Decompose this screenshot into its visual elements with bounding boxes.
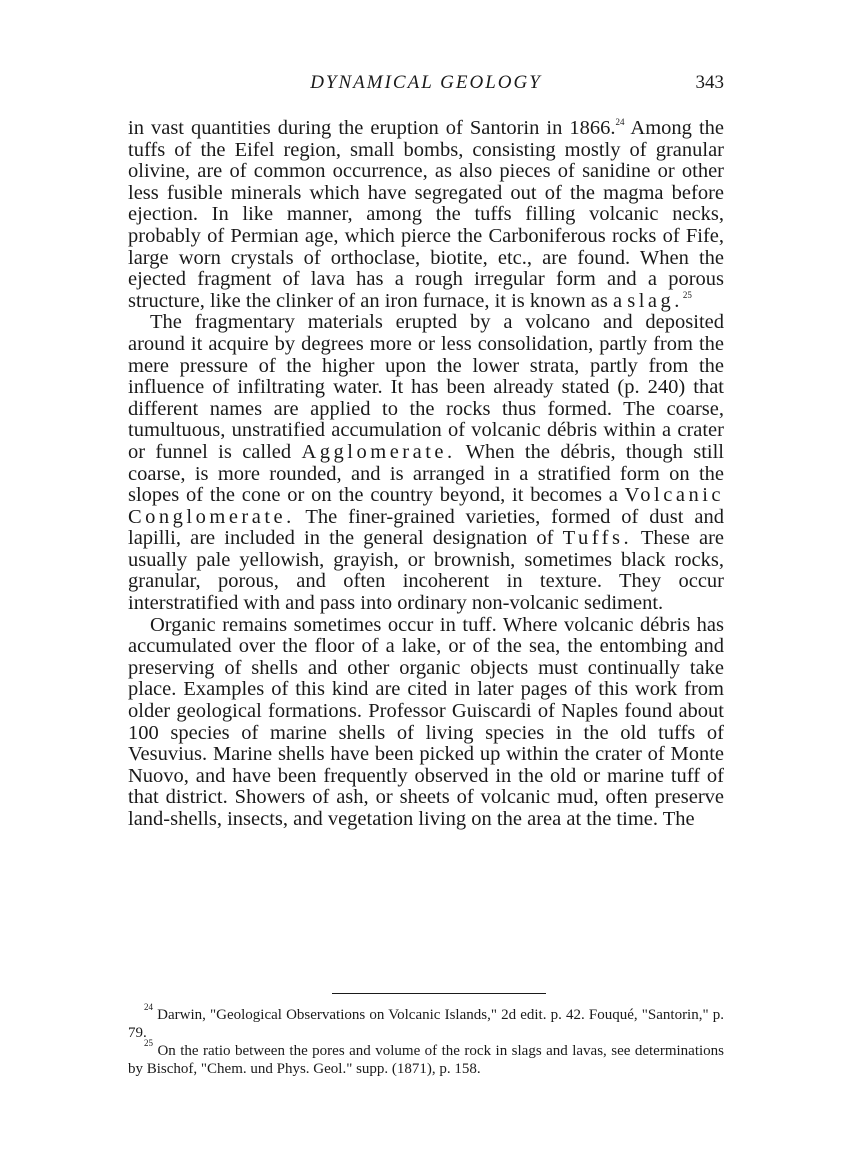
footnote-marker-25: 25: [144, 1038, 153, 1048]
term-volcanic-conglomerate: Volcanic Conglomerate.: [128, 484, 724, 528]
paragraph-1: [128, 118, 724, 312]
footnotes: [128, 1002, 724, 1078]
page-number: 343: [695, 72, 724, 93]
paragraph-2-text-c: The finer-grained varieties, formed of dust and lapilli, are included in the general designation of: [128, 505, 724, 550]
paragraph-2-text-a: The fragmentary materials erupted by a volcano and deposited around it acquire by degrees more or less consolidation, partly from the mere pressure of the higher upon the lower strata, partly from the influence of infiltrating water. It has been already stated (p. 240) that different names are applied to the rocks thus formed. The coarse, tumultuous, unstratified accumulation of volcanic débris within a crater or funnel is called: [128, 311, 724, 463]
term-tuffs: Tuffs.: [562, 527, 633, 550]
footnote-divider: [332, 993, 546, 994]
footnote-24-text: Darwin, "Geological Observations on Volcanic Islands," 2d edit. p. 42. Fouqué, "Santorin," p. 79.: [128, 1007, 724, 1041]
running-title: DYNAMICAL GEOLOGY: [310, 72, 542, 93]
paragraph-2-text-d: These are usually pale yellowish, grayish, or brownish, sometimes black rocks, granular, porous, and often incoherent in texture. They occur interstratified with and pass into ordinary non-volcanic sediment.: [128, 527, 724, 615]
footnote-marker-24: 24: [144, 1002, 153, 1012]
term-slag: slag.: [627, 289, 683, 312]
paragraph-1-text-a: in vast quantities during the eruption of Santorin in 1866.: [128, 117, 616, 139]
paragraph-2-text-b: When the débris, though still coarse, is more rounded, and is arranged in a stratified form on the slopes of the cone or on the country beyond, it becomes a: [128, 440, 724, 507]
footnote-25-text: On the ratio between the pores and volume of the rock in slags and lavas, see determinations by Bischof, "Chem. und Phys. Geol." supp. (1871), p. 158.: [128, 1043, 724, 1077]
paragraph-1-text-b: Among the tuffs of the Eifel region, small bombs, consisting mostly of granular olivine, are of common occurrence, as also pieces of sanidine or other less fusible minerals which have segregated out of the magma before ejection. In like manner, among the tuffs filling volcanic necks, probably of Permian age, which pierce the Carboniferous rocks of Fife, large worn crystals of orthoclase, biotite, etc., are found. When the ejected fragment of lava has a rough irregular form and a porous structure, like the clinker of an iron furnace, it is known as a: [128, 117, 724, 312]
paragraph-2: [128, 312, 724, 614]
footnote-24: [128, 1002, 724, 1042]
body-text: [128, 118, 724, 831]
footnote-25: [128, 1038, 724, 1078]
footnote-ref-25: 25: [682, 289, 692, 300]
paragraph-3-text: Organic remains sometimes occur in tuff. Where volcanic débris has accumulated over the floor of a lake, or of the sea, the entombing and preserving of shells and other organic objects must continually take place. Examples of this kind are cited in later pages of this work from older geological formations. Professor Guiscardi of Naples found about 100 species of marine shells of living species in the old tuffs of Vesuvius. Marine shells have been picked up within the crater of Monte Nuovo, and have been frequently observed in the old or marine tuff of that district. Showers of ash, or sheets of volcanic mud, often preserve land-shells, insects, and vegetation living on the area at the time. The: [128, 613, 724, 830]
footnote-ref-24: 24: [615, 117, 625, 127]
page-header: [128, 72, 724, 96]
paragraph-3: [128, 615, 724, 831]
term-agglomerate: Agglomerate.: [301, 440, 456, 463]
